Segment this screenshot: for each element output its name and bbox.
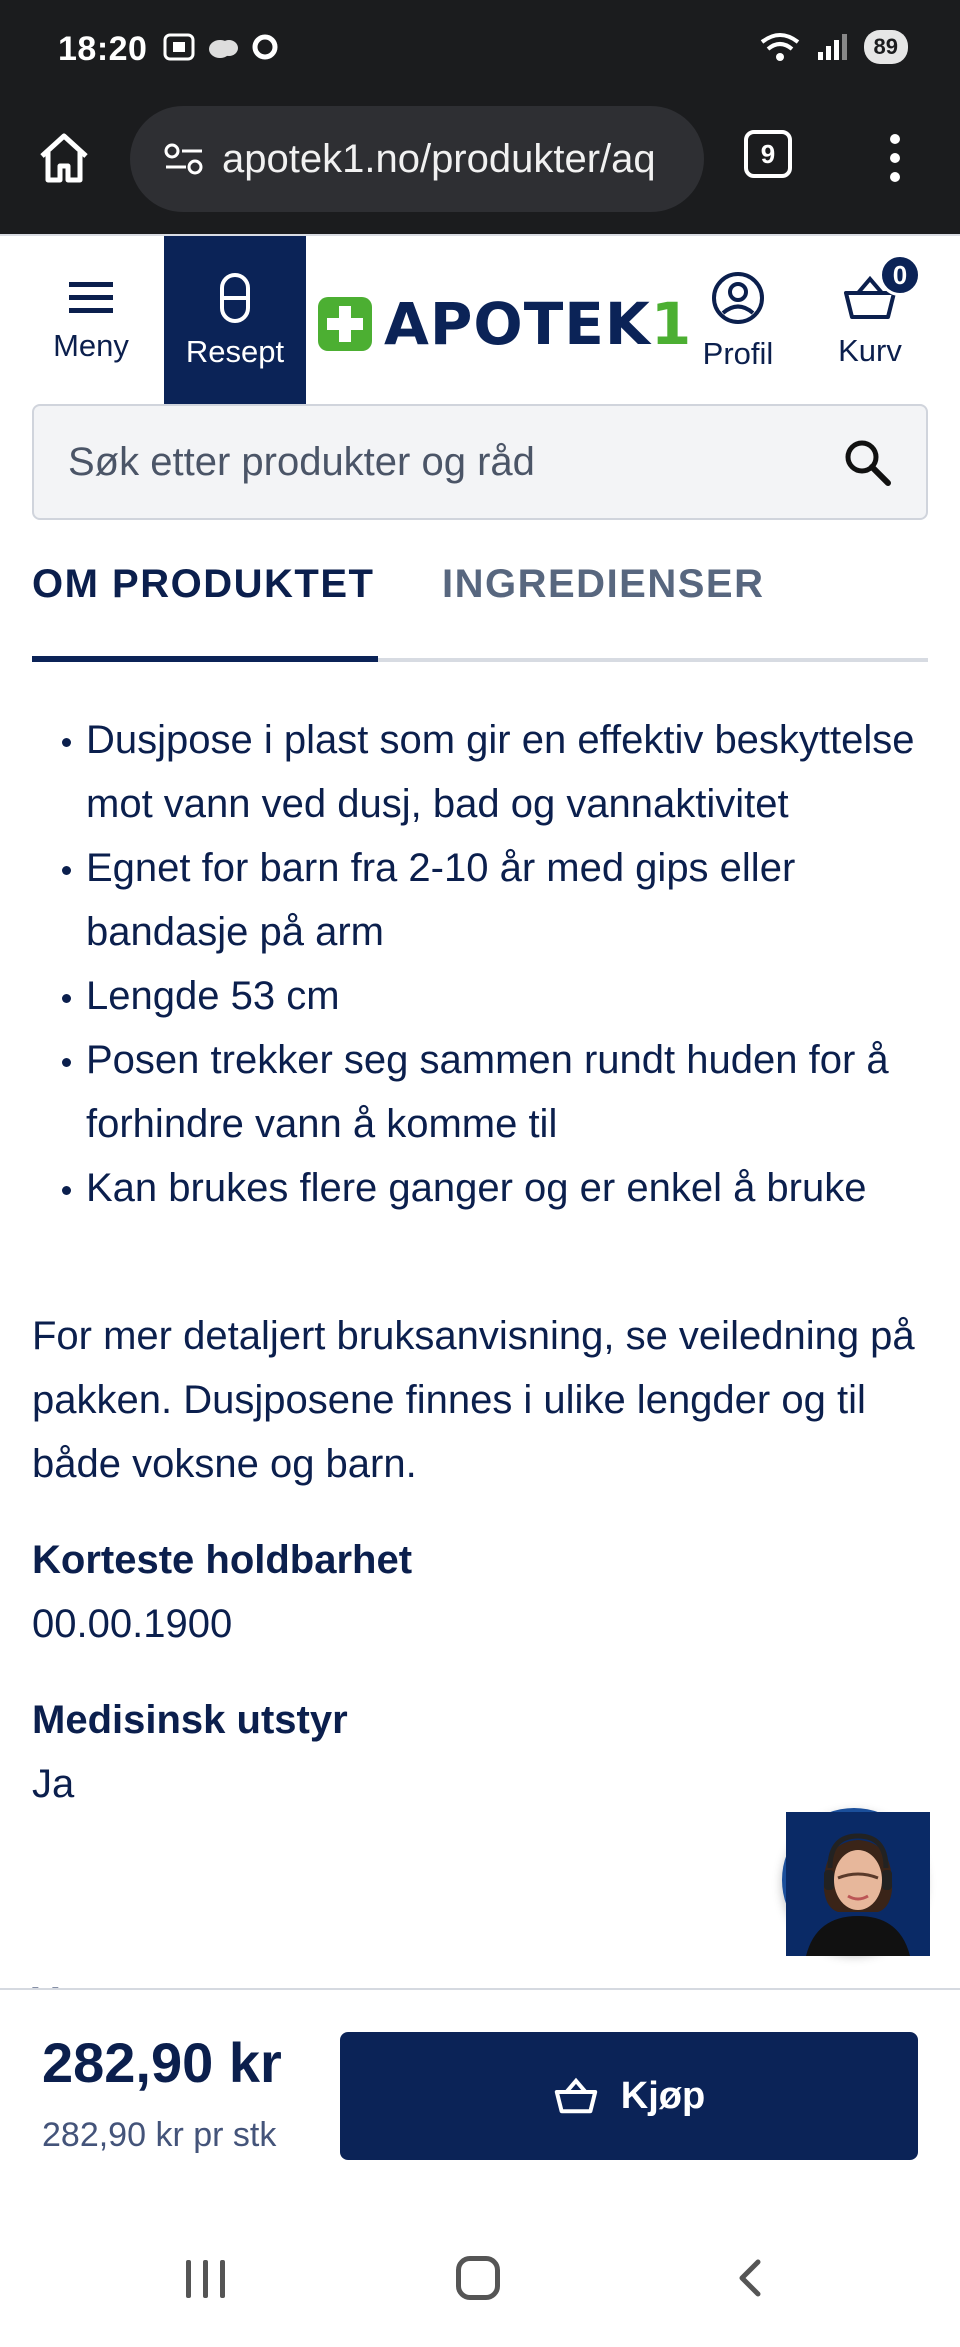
product-price: 282,90 kr xyxy=(42,2031,282,2094)
medical-device-value: Ja xyxy=(32,1762,75,1806)
cloud-icon xyxy=(206,34,240,60)
url-text[interactable]: apotek1.no/produkter/aq xyxy=(222,136,656,181)
menu-label: Meny xyxy=(53,328,129,363)
status-time: 18:20 xyxy=(58,30,148,68)
tab-switcher-button[interactable]: 9 xyxy=(744,130,792,178)
status-notification-icons xyxy=(162,32,280,62)
search-input[interactable] xyxy=(32,404,928,520)
list-item: Egnet for barn fra 2-10 år med gips eller bandasje på arm xyxy=(32,836,928,964)
search-placeholder: Søk etter produkter og råd xyxy=(68,439,535,484)
back-icon[interactable] xyxy=(730,2258,770,2298)
apotek1-logo[interactable] xyxy=(318,290,692,358)
prescription-button[interactable] xyxy=(164,236,306,406)
active-tab-indicator xyxy=(32,656,378,662)
system-navigation-bar xyxy=(0,2198,960,2347)
site-settings-icon[interactable] xyxy=(164,142,204,176)
shelf-life-label: Korteste holdbarhet xyxy=(32,1538,413,1582)
list-item: Kan brukes flere ganger og er enkel å bruke xyxy=(32,1156,928,1220)
signal-icon xyxy=(816,32,850,62)
recent-apps-icon[interactable] xyxy=(186,2260,225,2298)
usage-paragraph: For mer detaljert bruksanvisning, se veiledning på pakken. Dusjposene finnes i ulike lengder og til både voksne og barn. xyxy=(32,1314,915,1486)
tab-about-product[interactable]: OM PRODUKTET xyxy=(32,562,375,606)
address-bar[interactable] xyxy=(130,106,704,212)
buy-label: Kjøp xyxy=(620,2074,706,2117)
cart-label: Kurv xyxy=(838,333,902,368)
list-item: Posen trekker seg sammen rundt huden for å forhindre vann å komme til xyxy=(32,1028,928,1156)
tab-ingredients[interactable]: INGREDIENSER xyxy=(442,562,765,606)
product-description xyxy=(32,708,928,1816)
browser-menu-icon[interactable] xyxy=(880,128,910,188)
list-item: Lengde 53 cm xyxy=(32,964,928,1028)
feature-list xyxy=(32,708,928,1220)
status-system-icons xyxy=(758,30,908,64)
product-tabs xyxy=(32,550,928,666)
profile-button[interactable] xyxy=(682,236,794,406)
logo-number: 1 xyxy=(650,290,693,358)
list-item: Dusjpose i plast som gir en effektiv beskyttelse mot vann ved dusj, bad og vannaktivitet xyxy=(32,708,928,836)
user-circle-icon xyxy=(710,270,766,326)
wifi-icon xyxy=(758,30,802,64)
prescription-label: Resept xyxy=(185,334,285,369)
logo-text: APOTEK xyxy=(384,290,651,358)
browser-toolbar xyxy=(0,100,960,234)
home-button-icon[interactable] xyxy=(456,2256,500,2300)
hamburger-icon xyxy=(67,278,115,318)
unit-price: 282,90 kr pr stk xyxy=(42,2116,277,2154)
ring-icon xyxy=(250,32,280,62)
site-header xyxy=(0,234,960,404)
cart-count-badge: 0 xyxy=(879,254,921,296)
status-bar xyxy=(0,0,960,100)
person-avatar-icon xyxy=(786,1812,930,1956)
menu-button[interactable] xyxy=(30,236,152,406)
tab-underline xyxy=(32,658,928,662)
cross-logo-icon xyxy=(318,297,372,351)
battery-indicator: 89 xyxy=(864,30,908,64)
search-icon[interactable] xyxy=(842,437,892,487)
basket-icon xyxy=(553,2076,599,2116)
buy-button[interactable] xyxy=(340,2032,918,2160)
shelf-life-value: 00.00.1900 xyxy=(32,1602,233,1646)
chat-assistant-avatar[interactable] xyxy=(782,1808,926,1952)
purchase-bar xyxy=(0,1988,960,2198)
screenshot-icon xyxy=(162,32,196,62)
medical-device-label: Medisinsk utstyr xyxy=(32,1698,348,1742)
home-icon[interactable] xyxy=(34,128,94,188)
profile-label: Profil xyxy=(702,336,774,371)
pill-icon xyxy=(218,272,252,324)
